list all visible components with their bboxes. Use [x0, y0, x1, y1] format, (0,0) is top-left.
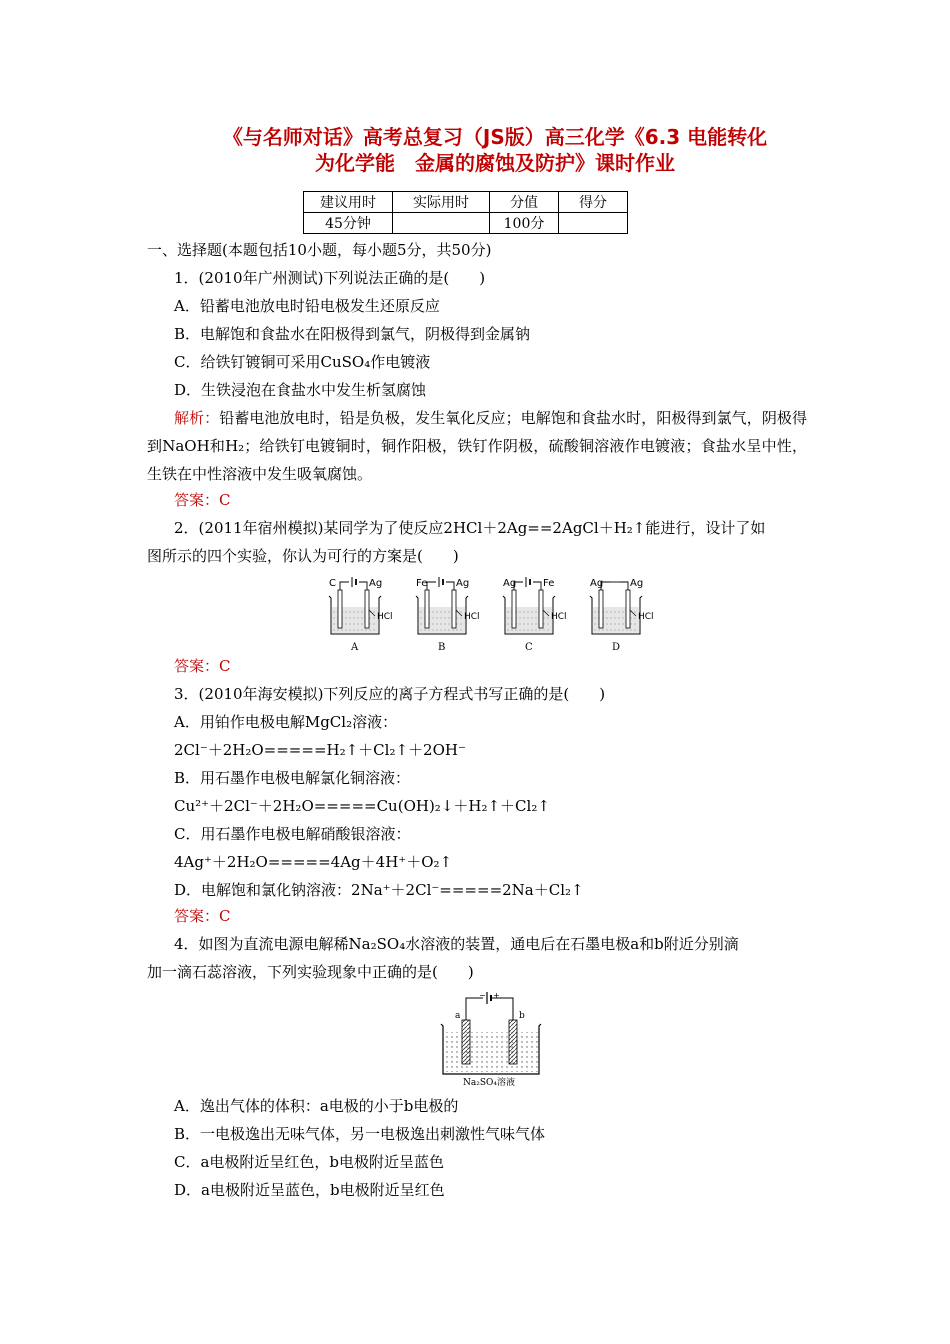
- q4-option-d: D．a电极附近呈蓝色，b电极附近呈红色: [174, 1181, 445, 1199]
- q4-electrolysis-figure: [435, 990, 547, 1088]
- electrode-left: [338, 590, 342, 628]
- analysis-label: 解析：: [174, 409, 220, 427]
- electrode-right-label: Ag: [369, 578, 383, 589]
- beaker-setup-a: [329, 577, 393, 653]
- electrode-left: [425, 590, 429, 628]
- electrode-left: [599, 590, 603, 628]
- score-table-header-row: [304, 192, 628, 213]
- doc-title-line1: 《与名师对话》高考总复习（JS版）高三化学《6.3 电能转化: [222, 125, 768, 149]
- q4-stem-line2: 加一滴石蕊溶液，下列实验现象中正确的是( ): [147, 963, 474, 981]
- electrode-b: [509, 1020, 517, 1064]
- q3-option-a-equation: 2Cl⁻＋2H₂O=====H₂↑＋Cl₂↑＋2OH⁻: [174, 741, 466, 759]
- electrode-left-label: C: [329, 578, 336, 589]
- beaker-setup-b: [416, 577, 480, 653]
- q3-option-d: D．电解饱和氯化钠溶液：2Na⁺＋2Cl⁻=====2Na＋Cl₂↑: [174, 881, 584, 899]
- header-suggested-time: 建议用时: [304, 192, 393, 213]
- q2-stem-line2: 图所示的四个实验，你认为可行的方案是( ): [147, 547, 459, 565]
- electrode-right: [539, 590, 543, 628]
- solution-label: HCl: [377, 612, 393, 622]
- q1-answer: 答案：C: [174, 491, 231, 509]
- setup-label: A: [351, 642, 359, 653]
- score-table-value-row: [304, 213, 628, 234]
- value-suggested-time: 45分钟: [304, 213, 393, 234]
- electrode-left-label: Ag: [503, 578, 517, 589]
- q4-stem-line1: 4．如图为直流电源电解稀Na₂SO₄水溶液的装置，通电后在石墨电极a和b附近分别滴: [174, 935, 739, 953]
- power-wire: [466, 998, 513, 1020]
- q3-option-c-equation: 4Ag⁺＋2H₂O=====4Ag＋4H⁺＋O₂↑: [174, 853, 453, 871]
- score-table: [303, 191, 628, 234]
- wire: [340, 582, 367, 590]
- q2-figure: [325, 574, 670, 654]
- electrode-a: [462, 1020, 470, 1064]
- beaker-setup-d: [590, 578, 654, 653]
- wire: [427, 582, 454, 590]
- value-score: 100分: [490, 213, 559, 234]
- q2-answer: 答案：C: [174, 657, 231, 675]
- q3-option-b: B．用石墨作电极电解氯化铜溶液：: [174, 769, 411, 787]
- q4-option-a: A．逸出气体的体积：a电极的小于b电极的: [174, 1097, 459, 1115]
- value-actual-time: [393, 213, 490, 234]
- beaker-setup-c: [503, 577, 567, 653]
- header-actual-time: 实际用时: [393, 192, 490, 213]
- header-earned: 得分: [559, 192, 628, 213]
- wire: [514, 582, 541, 590]
- q1-option-a: A．铅蓄电池放电时铅电极发生还原反应: [174, 297, 440, 315]
- value-earned: [559, 213, 628, 234]
- analysis-text: 铅蓄电池放电时，铅是负极，发生氧化反应；电解饱和食盐水时，阳极得到氯气，阴极得到NaOH和H₂；给铁钉电镀铜时，铜作阳极，铁钉作阴极，硫酸铜溶液作电镀液；食盐水呈中性，生铁在中性溶液中发生吸氧腐蚀。: [147, 409, 807, 483]
- solution-caption: Na₂SO₄溶液: [463, 1078, 516, 1088]
- electrode-right: [626, 590, 630, 628]
- q3-stem: 3．(2010年海安模拟)下列反应的离子方程式书写正确的是( ): [174, 685, 606, 703]
- doc-title-line2: 为化学能 金属的腐蚀及防护》课时作业: [315, 151, 675, 175]
- q3-option-a: A．用铂作电极电解MgCl₂溶液：: [174, 713, 398, 731]
- electrode-right-label: Ag: [456, 578, 470, 589]
- solution-label: HCl: [638, 612, 654, 622]
- header-score-value: 分值: [490, 192, 559, 213]
- setup-label: C: [525, 642, 533, 653]
- electrode-left-label: Ag: [590, 578, 604, 589]
- q4-option-b: B．一电极逸出无味气体，另一电极逸出刺激性气味气体: [174, 1125, 546, 1143]
- battery-plus: +: [493, 991, 500, 1000]
- q3-option-c: C．用石墨作电极电解硝酸银溶液：: [174, 825, 411, 843]
- setup-label: D: [612, 642, 621, 653]
- section-heading: 一、选择题(本题包括10小题，每小题5分，共50分): [147, 241, 492, 259]
- electrode-left-label: Fe: [416, 578, 428, 589]
- solution-label: HCl: [551, 612, 567, 622]
- q1-option-b: B．电解饱和食盐水在阳极得到氯气，阴极得到金属钠: [174, 325, 531, 343]
- electrode-right-label: Ag: [630, 578, 644, 589]
- solution: [443, 1032, 539, 1072]
- q1-stem: 1．(2010年广州测试)下列说法正确的是( ): [174, 269, 486, 287]
- label-a: a: [455, 1011, 461, 1021]
- wire: [601, 582, 628, 590]
- q1-option-c: C．给铁钉镀铜可采用CuSO₄作电镀液: [174, 353, 431, 371]
- electrode-right-label: Fe: [543, 578, 555, 589]
- q3-answer: 答案：C: [174, 907, 231, 925]
- setup-label: B: [438, 642, 446, 653]
- solution-label: HCl: [464, 612, 480, 622]
- q1-option-d: D．生铁浸泡在食盐水中发生析氢腐蚀: [174, 381, 427, 399]
- q1-analysis: [147, 404, 807, 488]
- q4-option-c: C．a电极附近呈红色，b电极附近呈蓝色: [174, 1153, 445, 1171]
- electrode-left: [512, 590, 516, 628]
- battery-minus: −: [479, 991, 486, 1000]
- electrode-right: [365, 590, 369, 628]
- q2-stem-line1: 2．(2011年宿州模拟)某同学为了使反应2HCl＋2Ag==2AgCl＋H₂↑能进行，设计了如: [174, 519, 766, 537]
- q3-option-b-equation: Cu²⁺＋2Cl⁻＋2H₂O=====Cu(OH)₂↓＋H₂↑＋Cl₂↑: [174, 797, 550, 815]
- label-b: b: [519, 1011, 525, 1021]
- electrode-right: [452, 590, 456, 628]
